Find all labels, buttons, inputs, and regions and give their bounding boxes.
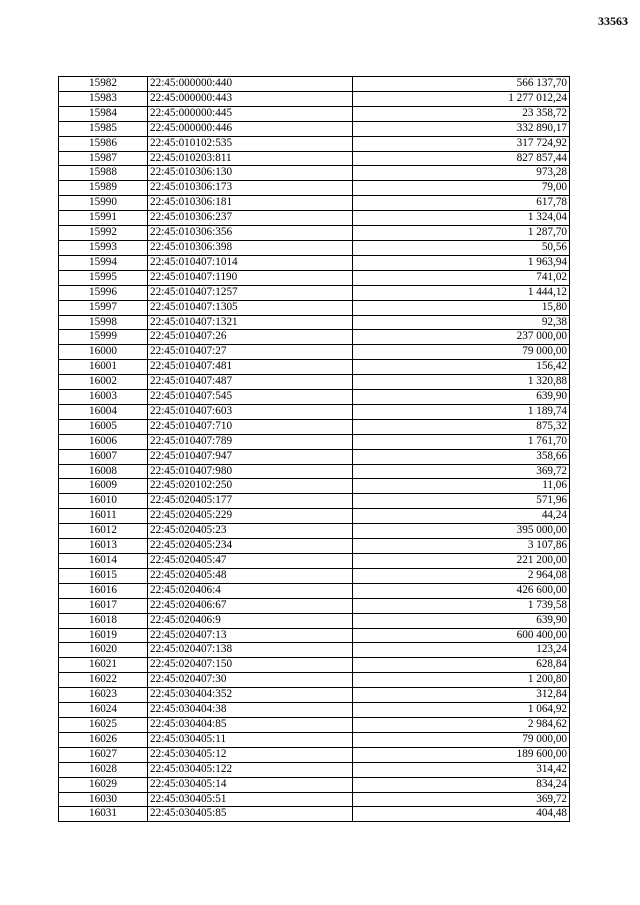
row-number-cell: 16007 (59, 449, 148, 464)
cadastral-number-cell: 22:45:020406:67 (148, 598, 353, 613)
amount-cell: 123,24 (353, 643, 570, 658)
cadastral-number-cell: 22:45:000000:445 (148, 106, 353, 121)
cadastral-number-cell: 22:45:000000:440 (148, 77, 353, 92)
row-number-cell: 16021 (59, 658, 148, 673)
row-number-cell: 16030 (59, 792, 148, 807)
table-row (59, 136, 570, 151)
table-row (59, 106, 570, 121)
table-row (59, 345, 570, 360)
row-number-cell: 15994 (59, 255, 148, 270)
amount-cell: 1 277 012,24 (353, 91, 570, 106)
amount-cell: 15,80 (353, 300, 570, 315)
table-row (59, 151, 570, 166)
amount-cell: 628,84 (353, 658, 570, 673)
row-number-cell: 16025 (59, 717, 148, 732)
cadastral-number-cell: 22:45:010306:398 (148, 240, 353, 255)
cadastral-number-cell: 22:45:020102:250 (148, 479, 353, 494)
table-row (59, 583, 570, 598)
amount-cell: 23 358,72 (353, 106, 570, 121)
amount-cell: 741,02 (353, 270, 570, 285)
table-row (59, 240, 570, 255)
table-row (59, 777, 570, 792)
cadastral-number-cell: 22:45:030405:122 (148, 762, 353, 777)
cadastral-number-cell: 22:45:020407:30 (148, 673, 353, 688)
table-row (59, 524, 570, 539)
cadastral-number-cell: 22:45:030405:14 (148, 777, 353, 792)
table-row (59, 762, 570, 777)
table-row (59, 255, 570, 270)
table-row (59, 121, 570, 136)
row-number-cell: 16012 (59, 524, 148, 539)
amount-cell: 1 200,80 (353, 673, 570, 688)
amount-cell: 2 964,08 (353, 568, 570, 583)
cadastral-number-cell: 22:45:020405:177 (148, 494, 353, 509)
row-number-cell: 16018 (59, 613, 148, 628)
table-row (59, 434, 570, 449)
cadastral-number-cell: 22:45:010102:535 (148, 136, 353, 151)
amount-cell: 834,24 (353, 777, 570, 792)
cadastral-number-cell: 22:45:010407:980 (148, 464, 353, 479)
row-number-cell: 16022 (59, 673, 148, 688)
row-number-cell: 15985 (59, 121, 148, 136)
amount-cell: 1 739,58 (353, 598, 570, 613)
amount-cell: 827 857,44 (353, 151, 570, 166)
row-number-cell: 16013 (59, 539, 148, 554)
row-number-cell: 16000 (59, 345, 148, 360)
amount-cell: 1 444,12 (353, 285, 570, 300)
row-number-cell: 16005 (59, 419, 148, 434)
amount-cell: 189 600,00 (353, 747, 570, 762)
table-row (59, 568, 570, 583)
page-number: 33563 (598, 14, 628, 28)
table-row (59, 77, 570, 92)
row-number-cell: 16002 (59, 375, 148, 390)
row-number-cell: 16009 (59, 479, 148, 494)
amount-cell: 79 000,00 (353, 345, 570, 360)
table-row (59, 494, 570, 509)
row-number-cell: 15989 (59, 181, 148, 196)
cadastral-number-cell: 22:45:000000:446 (148, 121, 353, 136)
amount-cell: 395 000,00 (353, 524, 570, 539)
amount-cell: 11,06 (353, 479, 570, 494)
row-number-cell: 16008 (59, 464, 148, 479)
cadastral-number-cell: 22:45:030405:11 (148, 732, 353, 747)
cadastral-number-cell: 22:45:020405:47 (148, 554, 353, 569)
table-row (59, 628, 570, 643)
amount-cell: 92,38 (353, 315, 570, 330)
row-number-cell: 16011 (59, 509, 148, 524)
cadastral-number-cell: 22:45:010306:356 (148, 226, 353, 241)
amount-cell: 1 761,70 (353, 434, 570, 449)
table-row (59, 717, 570, 732)
row-number-cell: 15984 (59, 106, 148, 121)
row-number-cell: 15995 (59, 270, 148, 285)
cadastral-number-cell: 22:45:020405:48 (148, 568, 353, 583)
row-number-cell: 15996 (59, 285, 148, 300)
table-row (59, 226, 570, 241)
amount-cell: 1 324,04 (353, 211, 570, 226)
cadastral-number-cell: 22:45:010407:545 (148, 390, 353, 405)
amount-cell: 571,96 (353, 494, 570, 509)
cadastral-number-cell: 22:45:010203:811 (148, 151, 353, 166)
amount-cell: 369,72 (353, 792, 570, 807)
table-row (59, 196, 570, 211)
amount-cell: 617,78 (353, 196, 570, 211)
cadastral-number-cell: 22:45:030405:51 (148, 792, 353, 807)
cadastral-number-cell: 22:45:010407:1014 (148, 255, 353, 270)
row-number-cell: 16029 (59, 777, 148, 792)
amount-cell: 600 400,00 (353, 628, 570, 643)
table-row (59, 211, 570, 226)
row-number-cell: 16017 (59, 598, 148, 613)
table-row (59, 613, 570, 628)
table-row (59, 285, 570, 300)
cadastral-number-cell: 22:45:020407:150 (148, 658, 353, 673)
table-row (59, 449, 570, 464)
amount-cell: 639,90 (353, 390, 570, 405)
amount-cell: 332 890,17 (353, 121, 570, 136)
cadastral-number-cell: 22:45:030405:12 (148, 747, 353, 762)
amount-cell: 237 000,00 (353, 330, 570, 345)
cadastral-number-cell: 22:45:020405:234 (148, 539, 353, 554)
data-table (58, 76, 570, 822)
cadastral-number-cell: 22:45:010306:181 (148, 196, 353, 211)
table-row (59, 643, 570, 658)
cadastral-number-cell: 22:45:030404:352 (148, 688, 353, 703)
row-number-cell: 16004 (59, 404, 148, 419)
cadastral-number-cell: 22:45:010306:130 (148, 166, 353, 181)
amount-cell: 369,72 (353, 464, 570, 479)
row-number-cell: 15986 (59, 136, 148, 151)
row-number-cell: 15998 (59, 315, 148, 330)
table-body (59, 77, 570, 822)
amount-cell: 1 189,74 (353, 404, 570, 419)
amount-cell: 1 287,70 (353, 226, 570, 241)
cadastral-number-cell: 22:45:020405:23 (148, 524, 353, 539)
table-row (59, 479, 570, 494)
amount-cell: 312,84 (353, 688, 570, 703)
table-row (59, 539, 570, 554)
amount-cell: 875,32 (353, 419, 570, 434)
table-row (59, 330, 570, 345)
row-number-cell: 16027 (59, 747, 148, 762)
row-number-cell: 16028 (59, 762, 148, 777)
row-number-cell: 15990 (59, 196, 148, 211)
row-number-cell: 15999 (59, 330, 148, 345)
cadastral-number-cell: 22:45:010407:1321 (148, 315, 353, 330)
row-number-cell: 15997 (59, 300, 148, 315)
amount-cell: 426 600,00 (353, 583, 570, 598)
amount-cell: 1 320,88 (353, 375, 570, 390)
row-number-cell: 16015 (59, 568, 148, 583)
row-number-cell: 16024 (59, 703, 148, 718)
table-row (59, 688, 570, 703)
table-row (59, 554, 570, 569)
table-row (59, 181, 570, 196)
row-number-cell: 16016 (59, 583, 148, 598)
amount-cell: 79 000,00 (353, 732, 570, 747)
cadastral-number-cell: 22:45:010407:789 (148, 434, 353, 449)
amount-cell: 3 107,86 (353, 539, 570, 554)
table-row (59, 792, 570, 807)
amount-cell: 973,28 (353, 166, 570, 181)
row-number-cell: 15991 (59, 211, 148, 226)
table-row (59, 807, 570, 822)
amount-cell: 156,42 (353, 360, 570, 375)
table-row (59, 91, 570, 106)
cadastral-number-cell: 22:45:010306:237 (148, 211, 353, 226)
amount-cell: 1 064,92 (353, 703, 570, 718)
row-number-cell: 16014 (59, 554, 148, 569)
table-row (59, 703, 570, 718)
cadastral-number-cell: 22:45:010407:1257 (148, 285, 353, 300)
row-number-cell: 15988 (59, 166, 148, 181)
table-row (59, 658, 570, 673)
table-row (59, 747, 570, 762)
amount-cell: 639,90 (353, 613, 570, 628)
amount-cell: 314,42 (353, 762, 570, 777)
amount-cell: 404,48 (353, 807, 570, 822)
table-row (59, 375, 570, 390)
amount-cell: 44,24 (353, 509, 570, 524)
cadastral-number-cell: 22:45:010407:27 (148, 345, 353, 360)
row-number-cell: 15983 (59, 91, 148, 106)
amount-cell: 79,00 (353, 181, 570, 196)
amount-cell: 317 724,92 (353, 136, 570, 151)
row-number-cell: 15993 (59, 240, 148, 255)
cadastral-number-cell: 22:45:020407:138 (148, 643, 353, 658)
table-row (59, 464, 570, 479)
cadastral-number-cell: 22:45:010407:1190 (148, 270, 353, 285)
table-row (59, 673, 570, 688)
row-number-cell: 16020 (59, 643, 148, 658)
table-row (59, 315, 570, 330)
row-number-cell: 15987 (59, 151, 148, 166)
table-row (59, 598, 570, 613)
cadastral-number-cell: 22:45:030404:85 (148, 717, 353, 732)
row-number-cell: 16019 (59, 628, 148, 643)
row-number-cell: 16003 (59, 390, 148, 405)
row-number-cell: 16023 (59, 688, 148, 703)
cadastral-number-cell: 22:45:010407:947 (148, 449, 353, 464)
table-row (59, 404, 570, 419)
row-number-cell: 16031 (59, 807, 148, 822)
cadastral-number-cell: 22:45:020405:229 (148, 509, 353, 524)
cadastral-number-cell: 22:45:010407:26 (148, 330, 353, 345)
row-number-cell: 15992 (59, 226, 148, 241)
row-number-cell: 16001 (59, 360, 148, 375)
table-row (59, 390, 570, 405)
cadastral-number-cell: 22:45:020406:4 (148, 583, 353, 598)
amount-cell: 50,56 (353, 240, 570, 255)
cadastral-number-cell: 22:45:020407:13 (148, 628, 353, 643)
cadastral-number-cell: 22:45:010407:487 (148, 375, 353, 390)
row-number-cell: 16026 (59, 732, 148, 747)
amount-cell: 566 137,70 (353, 77, 570, 92)
cadastral-number-cell: 22:45:010407:603 (148, 404, 353, 419)
table-row (59, 300, 570, 315)
table-row (59, 732, 570, 747)
cadastral-number-cell: 22:45:030405:85 (148, 807, 353, 822)
amount-cell: 2 984,62 (353, 717, 570, 732)
amount-cell: 1 963,94 (353, 255, 570, 270)
cadastral-number-cell: 22:45:000000:443 (148, 91, 353, 106)
row-number-cell: 15982 (59, 77, 148, 92)
table-row (59, 509, 570, 524)
cadastral-number-cell: 22:45:010407:710 (148, 419, 353, 434)
cadastral-number-cell: 22:45:010407:1305 (148, 300, 353, 315)
cadastral-number-cell: 22:45:010407:481 (148, 360, 353, 375)
table-row (59, 419, 570, 434)
cadastral-number-cell: 22:45:030404:38 (148, 703, 353, 718)
cadastral-number-cell: 22:45:020406:9 (148, 613, 353, 628)
table-row (59, 166, 570, 181)
table-row (59, 360, 570, 375)
amount-cell: 358,66 (353, 449, 570, 464)
table-row (59, 270, 570, 285)
row-number-cell: 16006 (59, 434, 148, 449)
amount-cell: 221 200,00 (353, 554, 570, 569)
row-number-cell: 16010 (59, 494, 148, 509)
cadastral-number-cell: 22:45:010306:173 (148, 181, 353, 196)
